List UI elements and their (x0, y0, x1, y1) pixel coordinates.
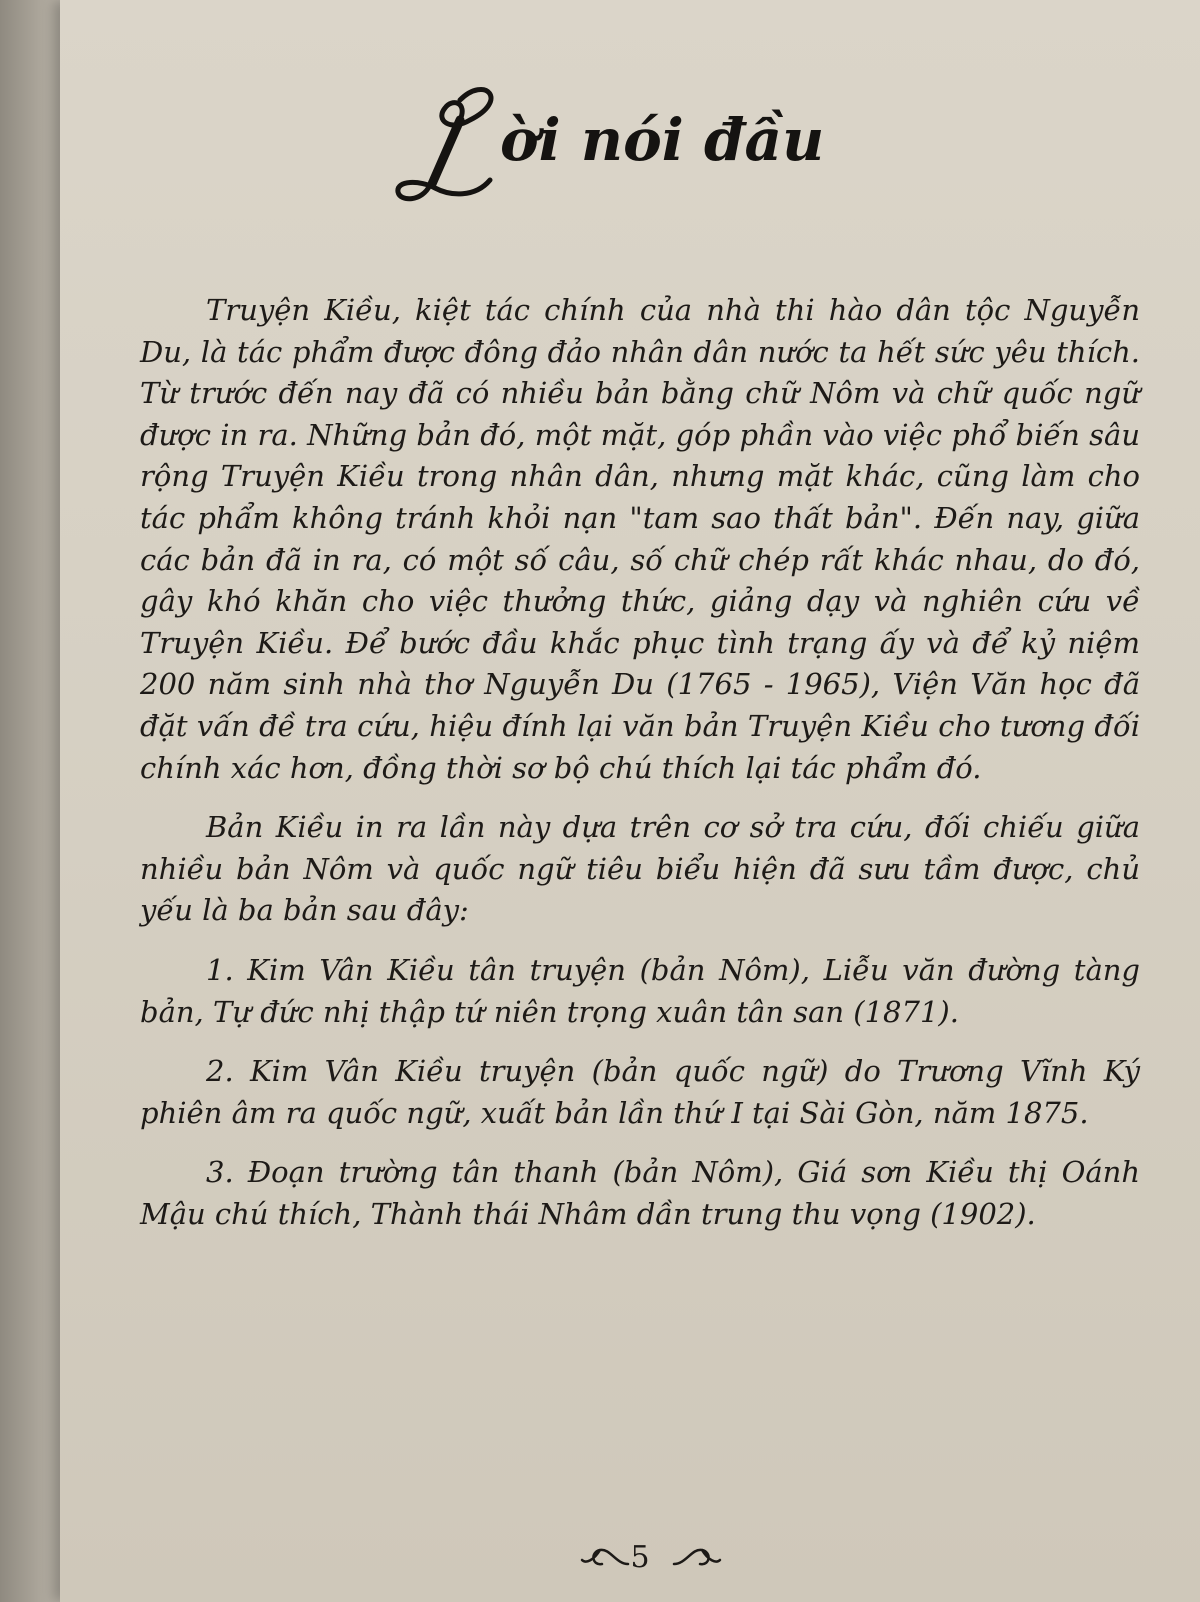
flourish-right-icon (672, 1542, 722, 1572)
page-number: 5 (630, 1540, 650, 1575)
book-page (60, 0, 1200, 1602)
paragraph-sources: Bản Kiều in ra lần này dựa trên cơ sở tra cứu, đối chiếu giữa nhiều bản Nôm và quốc ngữ tiêu biểu hiện đã sưu tầm được, chủ yếu là ba bản sau đây: (140, 810, 1140, 928)
page-title (400, 70, 960, 210)
body-text (140, 290, 1140, 1243)
list-item-source-3: 3. Đoạn trường tân thanh (bản Nôm), Giá sơn Kiều thị Oánh Mậu chú thích, Thành thái Nhâm dần trung thu vọng (1902). (140, 1155, 1140, 1231)
page-title-text: ời nói đầu (500, 106, 825, 174)
list-item-source-1: 1. Kim Vân Kiều tân truyện (bản Nôm), Liễu văn đường tàng bản, Tự đức nhị thập tứ niên trọng xuân tân san (1871). (140, 952, 1140, 1029)
paragraph-intro: Truyện Kiều, kiệt tác chính của nhà thi hào dân tộc Nguyễn Du, là tác phẩm được đông đảo nhân dân nước ta hết sức yêu thích. Từ trước đến nay đã có nhiều bản bằng chữ Nôm và chữ quốc ngữ được in ra. Những bản đó, một mặt, góp phần vào việc phổ biến sâu rộng Truyện Kiều trong nhân dân, nhưng mặt khác, cũng làm cho tác phẩm không tránh khỏi nạn "tam sao thất bản". Đến nay, giữa các bản đã in ra, có một số câu, số chữ chép rất khác nhau, do đó, gây khó khăn cho việc thưởng thức, giảng dạy và nghiên cứu về Truyện Kiều. Để bước đầu khắc phục tình trạng ấy và để kỷ niệm 200 năm sinh nhà thơ Nguyễn Du (1765 - 1965), Viện Văn học đã đặt vấn đề tra cứu, hiệu đính lại văn bản Truyện Kiều cho tương đối chính xác hơn, đồng thời sơ bộ chú thích lại tác phẩm đó. (140, 293, 1140, 785)
list-item-source-2: 2. Kim Vân Kiều truyện (bản quốc ngữ) do Trương Vĩnh Ký phiên âm ra quốc ngữ, xuất bản lần thứ I tại Sài Gòn, năm 1875. (140, 1054, 1140, 1130)
